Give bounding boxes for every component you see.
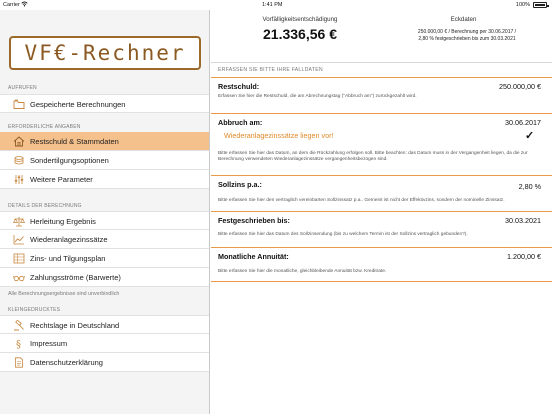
sidebar-item-label: Wiederanlagezinssätze: [30, 235, 108, 244]
sidebar-item-label: Gespeicherte Berechnungen: [30, 100, 126, 109]
checkmark-icon: ✓: [525, 130, 535, 142]
sidebar-item-wiederanlagezinssaetze[interactable]: [0, 230, 209, 249]
restschuld-input[interactable]: 250.000,00 €: [499, 82, 541, 91]
glasses-icon: [13, 272, 25, 283]
sidebar-item-label: Weitere Parameter: [30, 175, 93, 184]
sidebar-item-label: Sondertilgungsoptionen: [30, 156, 109, 165]
warning-banner: [218, 128, 539, 143]
annuitaet-input[interactable]: 1.200,00 €: [507, 252, 541, 261]
sollzins-input[interactable]: 2,80 %: [518, 182, 541, 191]
abbruch-date-input[interactable]: 30.06.2017: [505, 118, 541, 127]
sidebar-item-restschuld-stammdaten[interactable]: [0, 132, 209, 151]
paragraph-icon: [13, 338, 25, 349]
wifi-icon: [21, 1, 28, 7]
festgeschrieben-date-input[interactable]: 30.03.2021: [505, 216, 541, 225]
sidebar-item-rechtslage[interactable]: [0, 315, 209, 334]
sidebar-item-herleitung-ergebnis[interactable]: [0, 211, 209, 230]
sidebar-item-saved-calculations[interactable]: [0, 94, 209, 113]
sidebar-item-label: Zins- und Tilgungsplan: [30, 254, 106, 263]
carrier-label: Carrier: [3, 2, 20, 8]
section-label-aufrufen: AUFRUFEN: [8, 85, 37, 91]
sidebar-item-label: Zahlungsströme (Barwerte): [30, 273, 121, 282]
field-abbruch[interactable]: [211, 114, 552, 176]
sidebar-item-label: Impressum: [30, 339, 68, 348]
section-label-erforderliche-angaben: ERFORDERLICHE ANGABEN: [8, 124, 81, 130]
field-restschuld[interactable]: [211, 77, 552, 114]
field-title: Monatliche Annuität:: [218, 252, 289, 261]
battery-icon: [533, 2, 547, 8]
document-icon: [13, 357, 25, 368]
scale-icon: [13, 216, 25, 227]
sidebar-item-sondertilgungsoptionen[interactable]: [0, 151, 209, 170]
coins-icon: [13, 155, 25, 166]
sidebar-item-impressum[interactable]: [0, 334, 209, 353]
field-description: Bitte erfassen Sie hier die monatliche, gleichbleibende Annuität bzw. Kreditrate.: [218, 269, 387, 274]
sidebar-item-zahlungsstroeme[interactable]: [0, 268, 209, 287]
house-icon: [13, 136, 25, 147]
warning-text: Wiederanlagezinssätze liegen vor!: [224, 131, 334, 140]
sidebar-item-weitere-parameter[interactable]: [0, 170, 209, 189]
sidebar: [0, 10, 210, 414]
main-panel: [211, 10, 552, 414]
eckdaten-line-1: 250.000,00 € / Berechnung per 30.06.2017 /: [417, 29, 517, 35]
field-sollzins[interactable]: [211, 176, 552, 212]
field-description: Erfassen Sie hier die Restschuld, die am Abrechnungstag ("Abbruch am") zurückgezahlt wird.: [218, 94, 417, 99]
app-logo: VF€-Rechner: [9, 36, 201, 70]
field-description: Bitte erfassen Sie hier das Datum, an dem die Rückzahlung erfolgen soll. Bitte beachten: das Datum muss in der Vergangenheit liegen, da die zur Berechnung verwendeten Wiederanlagezinssätze vergangenheitsbezogen sind.: [218, 151, 528, 163]
result-value: 21.336,56 €: [263, 26, 337, 42]
field-description: Bitte erfassen Sie hier den vertraglich vereinbarten Sollzinssatz p.a.. Gemeint ist nicht der Effektivzins, sondern der nominelle Zinssatz.: [218, 198, 505, 203]
line-chart-icon: [13, 234, 25, 245]
folder-icon: [13, 99, 25, 110]
status-bar: [0, 0, 552, 10]
result-label: Vorfälligkeitsentschädigung: [262, 16, 338, 23]
clock: 1:41 PM: [262, 2, 283, 8]
field-title: Abbruch am:: [218, 118, 263, 127]
section-label-kleingedrucktes: KLEINGEDRUCKTES: [8, 307, 61, 313]
battery-percent: 100%: [515, 2, 530, 8]
gavel-icon: [13, 320, 25, 331]
field-annuitaet[interactable]: [211, 248, 552, 282]
field-festgeschrieben[interactable]: [211, 212, 552, 248]
form-section-label: ERFASSEN SIE BITTE IHRE FALLDATEN: [218, 67, 323, 73]
sidebar-item-label: Herleitung Ergebnis: [30, 217, 96, 226]
sidebar-item-label: Restschuld & Stammdaten: [30, 137, 119, 146]
disclaimer-note: Alle Berechnungsergebnisse sind unverbindlich: [8, 291, 120, 297]
list-icon: [13, 253, 25, 264]
sidebar-item-datenschutz[interactable]: [0, 353, 209, 372]
field-description: Bitte erfassen Sie hier das Datum des Sollzinsendung (bis zu welchem Termin ist der Sollzins vertraglich gebunden?).: [218, 232, 468, 237]
field-title: Festgeschrieben bis:: [218, 216, 290, 225]
result-header: [211, 10, 552, 63]
eckdaten-label: Eckdaten: [450, 16, 477, 23]
svg-text:§: §: [16, 339, 21, 349]
section-label-details: DETAILS DER BERECHNUNG: [8, 203, 82, 209]
sidebar-item-label: Rechtslage in Deutschland: [30, 321, 120, 330]
sidebar-item-label: Datenschutzerklärung: [30, 358, 103, 367]
field-title: Restschuld:: [218, 82, 260, 91]
sliders-icon: [13, 174, 25, 185]
sidebar-item-zins-tilgungsplan[interactable]: [0, 249, 209, 268]
eckdaten-line-2: 2,80 % festgeschrieben bis zum 30.03.2021: [418, 36, 516, 42]
field-title: Sollzins p.a.:: [218, 180, 262, 189]
